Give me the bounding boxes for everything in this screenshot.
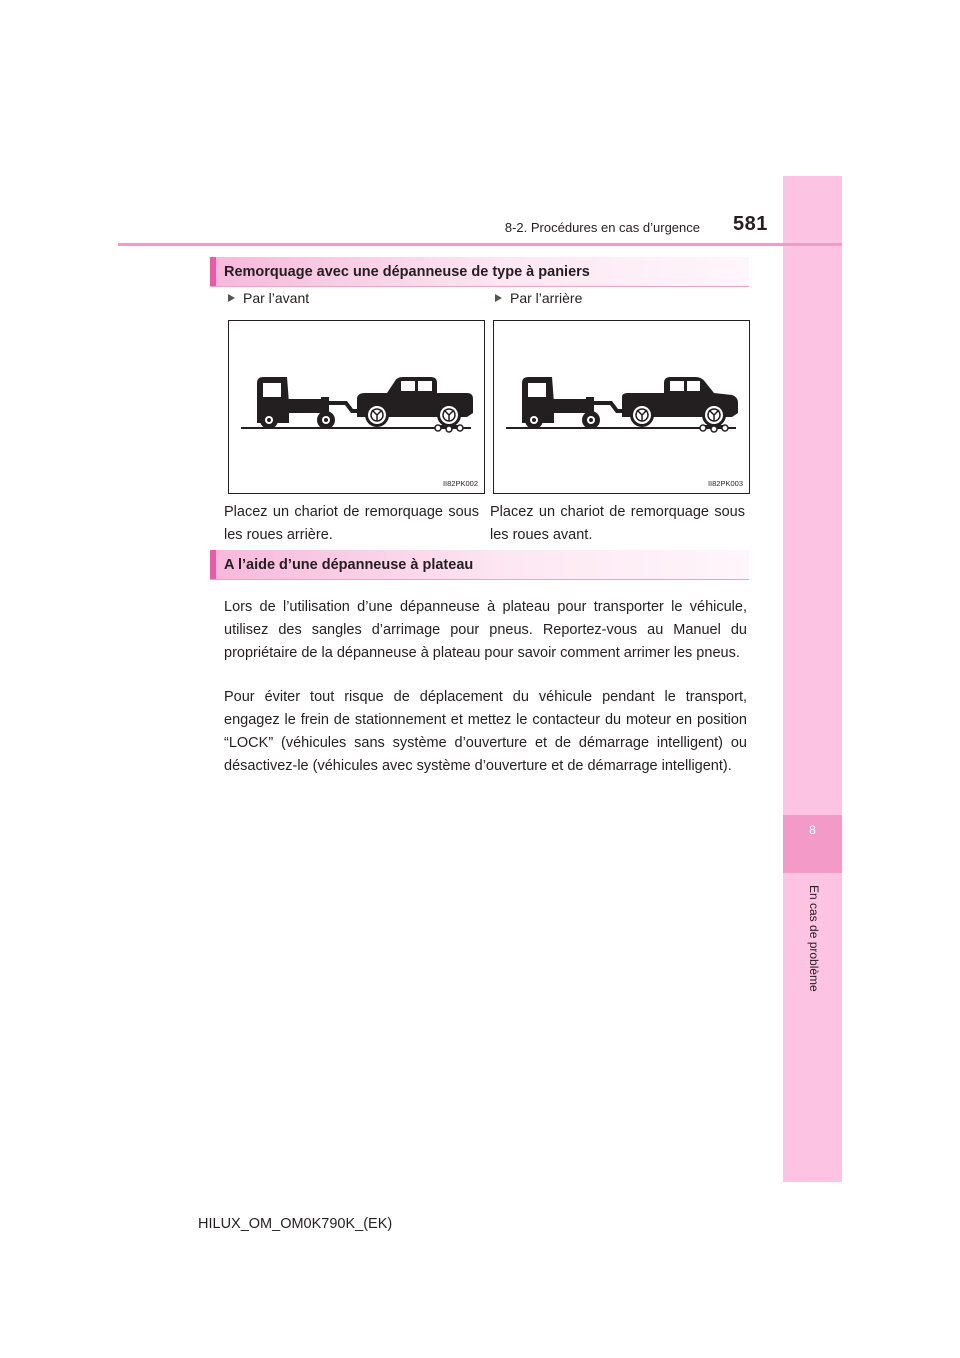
caption-front: Placez un chariot de remorquage sous les roues arrière. bbox=[224, 504, 479, 543]
bullet-rear bbox=[495, 290, 582, 306]
paragraph-flatbed-brake: Pour éviter tout risque de déplacement du véhicule pendant le transport, engagez le frein de stationnement et mettez le contacteur du moteur en position “LOCK” (véhicules sans système d’ouverture et de démarrage intelligent) ou désactivez-le (véhicules avec système d’ouverture et de démarrage intelligent). bbox=[224, 689, 747, 774]
page-number: 581 bbox=[733, 213, 768, 235]
header-rule bbox=[118, 243, 842, 246]
bullet-front bbox=[228, 290, 309, 306]
section-header-accent bbox=[210, 257, 216, 286]
tow-rear-illustration bbox=[494, 321, 749, 493]
running-header-section: 8-2. Procédures en cas d’urgence bbox=[504, 220, 700, 235]
section-header-title: A l’aide d’une dépanneuse à plateau bbox=[224, 557, 474, 573]
figure-code: II82PK003 bbox=[707, 479, 743, 488]
figure-code: II82PK002 bbox=[442, 479, 478, 488]
section-header-accent bbox=[210, 550, 216, 579]
section-header-flatbed bbox=[210, 550, 749, 580]
paragraph-flatbed-straps: Lors de l’utilisation d’une dépanneuse à plateau pour transporter le véhicule, utilisez des sangles d’arrimage pour pneus. Reportez-vous au Manuel du propriétaire de la dépanneuse à plateau pour savoir comment arrimer les pneus. bbox=[224, 599, 747, 661]
figure-tow-rear bbox=[493, 320, 750, 494]
bullet-front-label: Par l’avant bbox=[243, 290, 310, 306]
chapter-title: En cas de problème bbox=[807, 885, 821, 992]
footer-doc-code: HILUX_OM_OM0K790K_(EK) bbox=[198, 1216, 393, 1232]
tow-front-illustration bbox=[229, 321, 484, 493]
chapter-number: 8 bbox=[809, 823, 816, 837]
section-header-basket-tow bbox=[210, 257, 749, 287]
figure-tow-front bbox=[228, 320, 485, 494]
triangle-bullet-icon bbox=[495, 294, 502, 302]
section-header-title: Remorquage avec une dépanneuse de type à paniers bbox=[224, 264, 590, 280]
triangle-bullet-icon bbox=[228, 294, 235, 302]
caption-rear: Placez un chariot de remorquage sous les roues avant. bbox=[490, 504, 745, 543]
bullet-rear-label: Par l’arrière bbox=[510, 290, 583, 306]
